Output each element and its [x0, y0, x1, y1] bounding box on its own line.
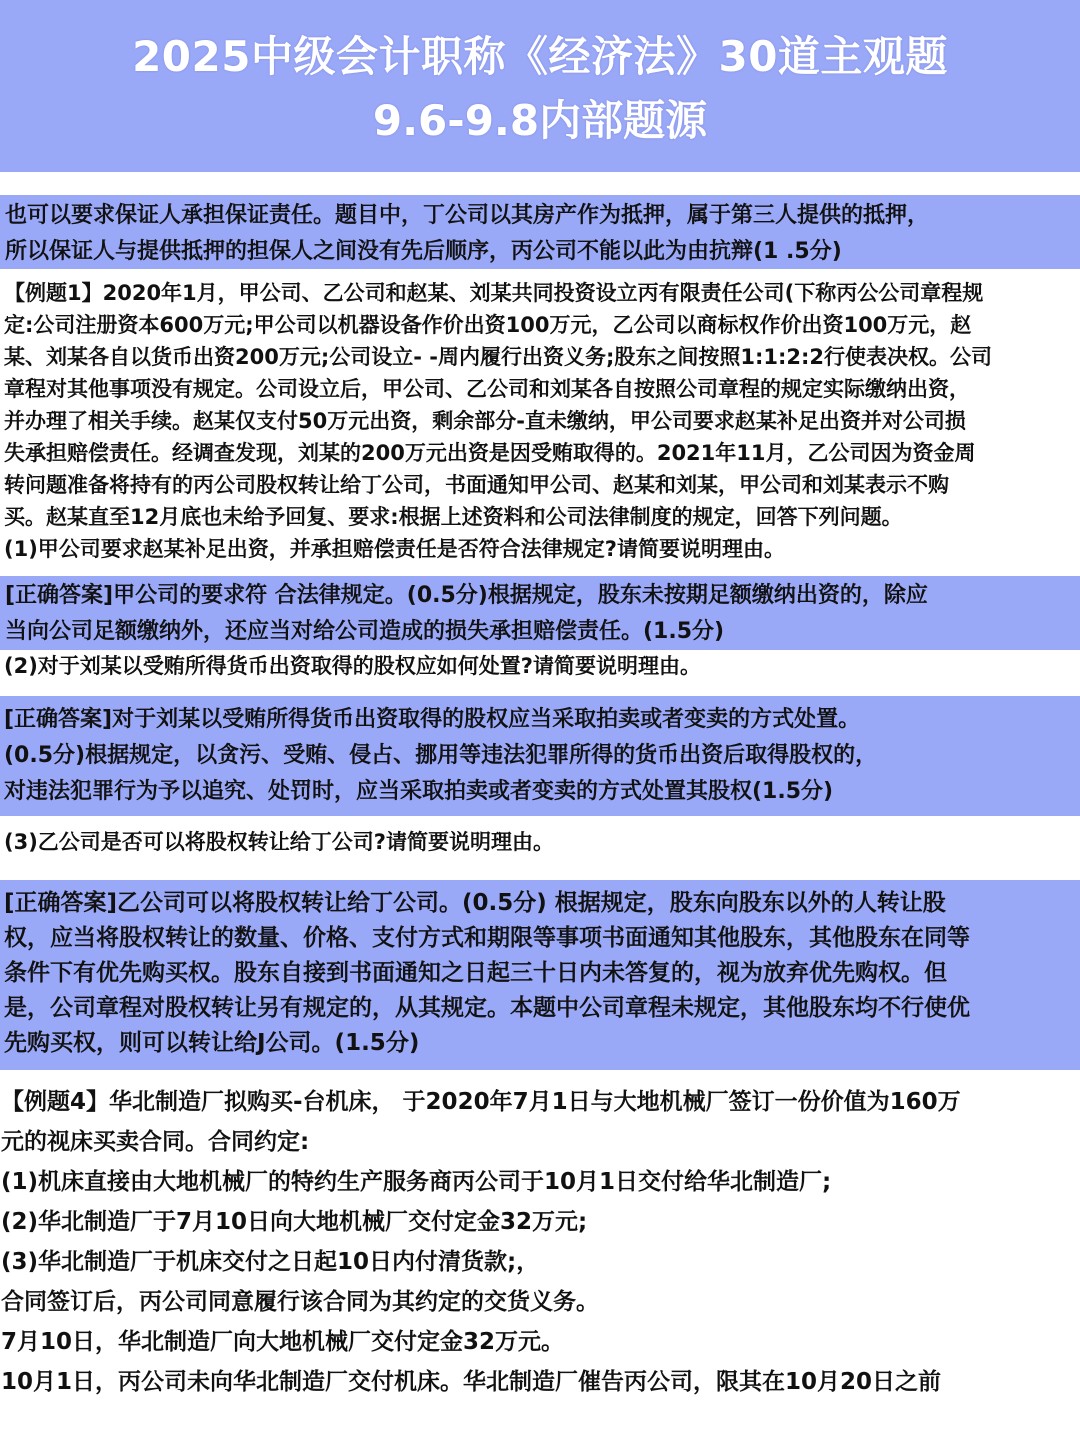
text-line: 也可以要求保证人承担保证责任。题目中，丁公司以其房产作为抵押，属于第三人提供的抵押，: [5, 203, 930, 228]
title-banner: [0, 0, 1080, 172]
page-subtitle: 9.6-9.8内部题源: [372, 96, 708, 145]
text-line: (0.5分)根据规定，以贪污、受贿、侵占、挪用等违法犯罪所得的货币出资后取得股权的，: [4, 743, 878, 768]
text-line: 失承担赔偿责任。经调查发现，刘某的200万元出资是因受贿取得的。2021年11月，乙公司因为资金周: [4, 441, 976, 465]
text-line: 元的视床买卖合同。合同约定:: [1, 1129, 310, 1155]
text-line: 并办理了相关手续。赵某仅支付50万元出资，剩余部分-直未缴纳，甲公司要求赵某补足出资并对公司损: [4, 409, 966, 433]
text-line: 合同签订后，丙公司同意履行该合同为其约定的交货义务。: [1, 1289, 599, 1315]
text-line: (3)乙公司是否可以将股权转让给丁公司?请简要说明理由。: [4, 830, 554, 854]
answer-block-1: [0, 576, 1080, 650]
page-title: 2025中级会计职称《经济法》30道主观题: [132, 32, 948, 81]
text-line: 先购买权，则可以转让给J公司。(1.5分): [4, 1030, 420, 1056]
text-line: 【例题4】华北制造厂拟购买-台机床， 于2020年7月1日与大地机械厂签订一份价值为160万: [1, 1089, 961, 1115]
text-line: (3)华北制造厂于机床交付之日起10日内付清货款;，: [1, 1249, 540, 1275]
text-line: (2)对于刘某以受贿所得货币出资取得的股权应如何处置?请简要说明理由。: [4, 654, 701, 678]
text-line: 10月1日，丙公司未向华北制造厂交付机床。华北制造厂催告丙公司，限其在10月20日之前: [1, 1369, 942, 1395]
text-line: 转问题准备将持有的丙公司股权转让给丁公司，书面通知甲公司、赵某和刘某，甲公司和刘某表示不购: [4, 473, 949, 497]
text-line: (1)机床直接由大地机械厂的特约生产服务商丙公司于10月1日交付给华北制造厂;: [1, 1169, 832, 1195]
text-line: [正确答案]乙公司可以将股权转让给丁公司。(0.5分) 根据规定，股东向股东以外的人转让股: [4, 890, 946, 916]
text-line: (2)华北制造厂于7月10日向大地机械厂交付定金32万元;: [1, 1209, 588, 1235]
text-line: (1)甲公司要求赵某补足出资，并承担赔偿责任是否符合法律规定?请简要说明理由。: [4, 537, 785, 561]
answer-block-3: [0, 880, 1080, 1070]
text-line: 定:公司注册资本600万元;甲公司以机器设备作价出资100万元，乙公司以商标权作价出资100万元，赵: [4, 313, 972, 337]
text-line: [正确答案]甲公司的要求符 合法律规定。(0.5分)根据规定，股东未按期足额缴纳出资的，除应: [5, 583, 928, 608]
text-line: 权，应当将股权转让的数量、价格、支付方式和期限等事项书面通知其他股东，其他股东在同等: [4, 925, 970, 951]
example-1-question: [0, 277, 1080, 567]
text-line: 所以保证人与提供抵押的担保人之间没有先后顺序，丙公司不能以此为由抗辩(1 .5分): [5, 239, 842, 264]
text-line: 对违法犯罪行为予以追究、处罚时，应当采取拍卖或者变卖的方式处置其股权(1.5分): [4, 779, 834, 804]
text-line: 当向公司足额缴纳外，还应当对给公司造成的损失承担赔偿责任。(1.5分): [5, 619, 725, 644]
text-block-guarantee-conclusion: [0, 195, 1080, 269]
text-line: 【例题1】2020年1月，甲公司、乙公司和赵某、刘某共同投资设立丙有限责任公司(下称丙公公司章程规: [4, 281, 984, 305]
answer-block-2: [0, 696, 1080, 816]
text-line: 某、刘某各自以货币出资200万元;公司设立- -周内履行出资义务;股东之间按照1:1:2:2行使表决权。公司: [4, 345, 993, 369]
text-line: [正确答案]对于刘某以受贿所得货币出资取得的股权应当采取拍卖或者变卖的方式处置。: [4, 707, 861, 732]
text-line: 7月10日，华北制造厂向大地机械厂交付定金32万元。: [1, 1329, 565, 1355]
question-3: [0, 826, 1080, 862]
text-line: 买。赵某直至12月底也未给予回复、要求:根据上述资料和公司法律制度的规定，回答下列问题。: [4, 505, 903, 529]
text-line: 条件下有优先购买权。股东自接到书面通知之日起三十日内未答复的，视为放弃优先购权。但: [4, 960, 947, 986]
question-2: [0, 650, 1080, 686]
text-line: 是，公司章程对股权转让另有规定的，从其规定。本题中公司章程未规定，其他股东均不行使优: [4, 995, 970, 1021]
example-4-question: [0, 1082, 1080, 1412]
text-line: 章程对其他事项没有规定。公司设立后，甲公司、乙公司和刘某各自按照公司章程的规定实际缴纳出资，: [4, 377, 970, 401]
